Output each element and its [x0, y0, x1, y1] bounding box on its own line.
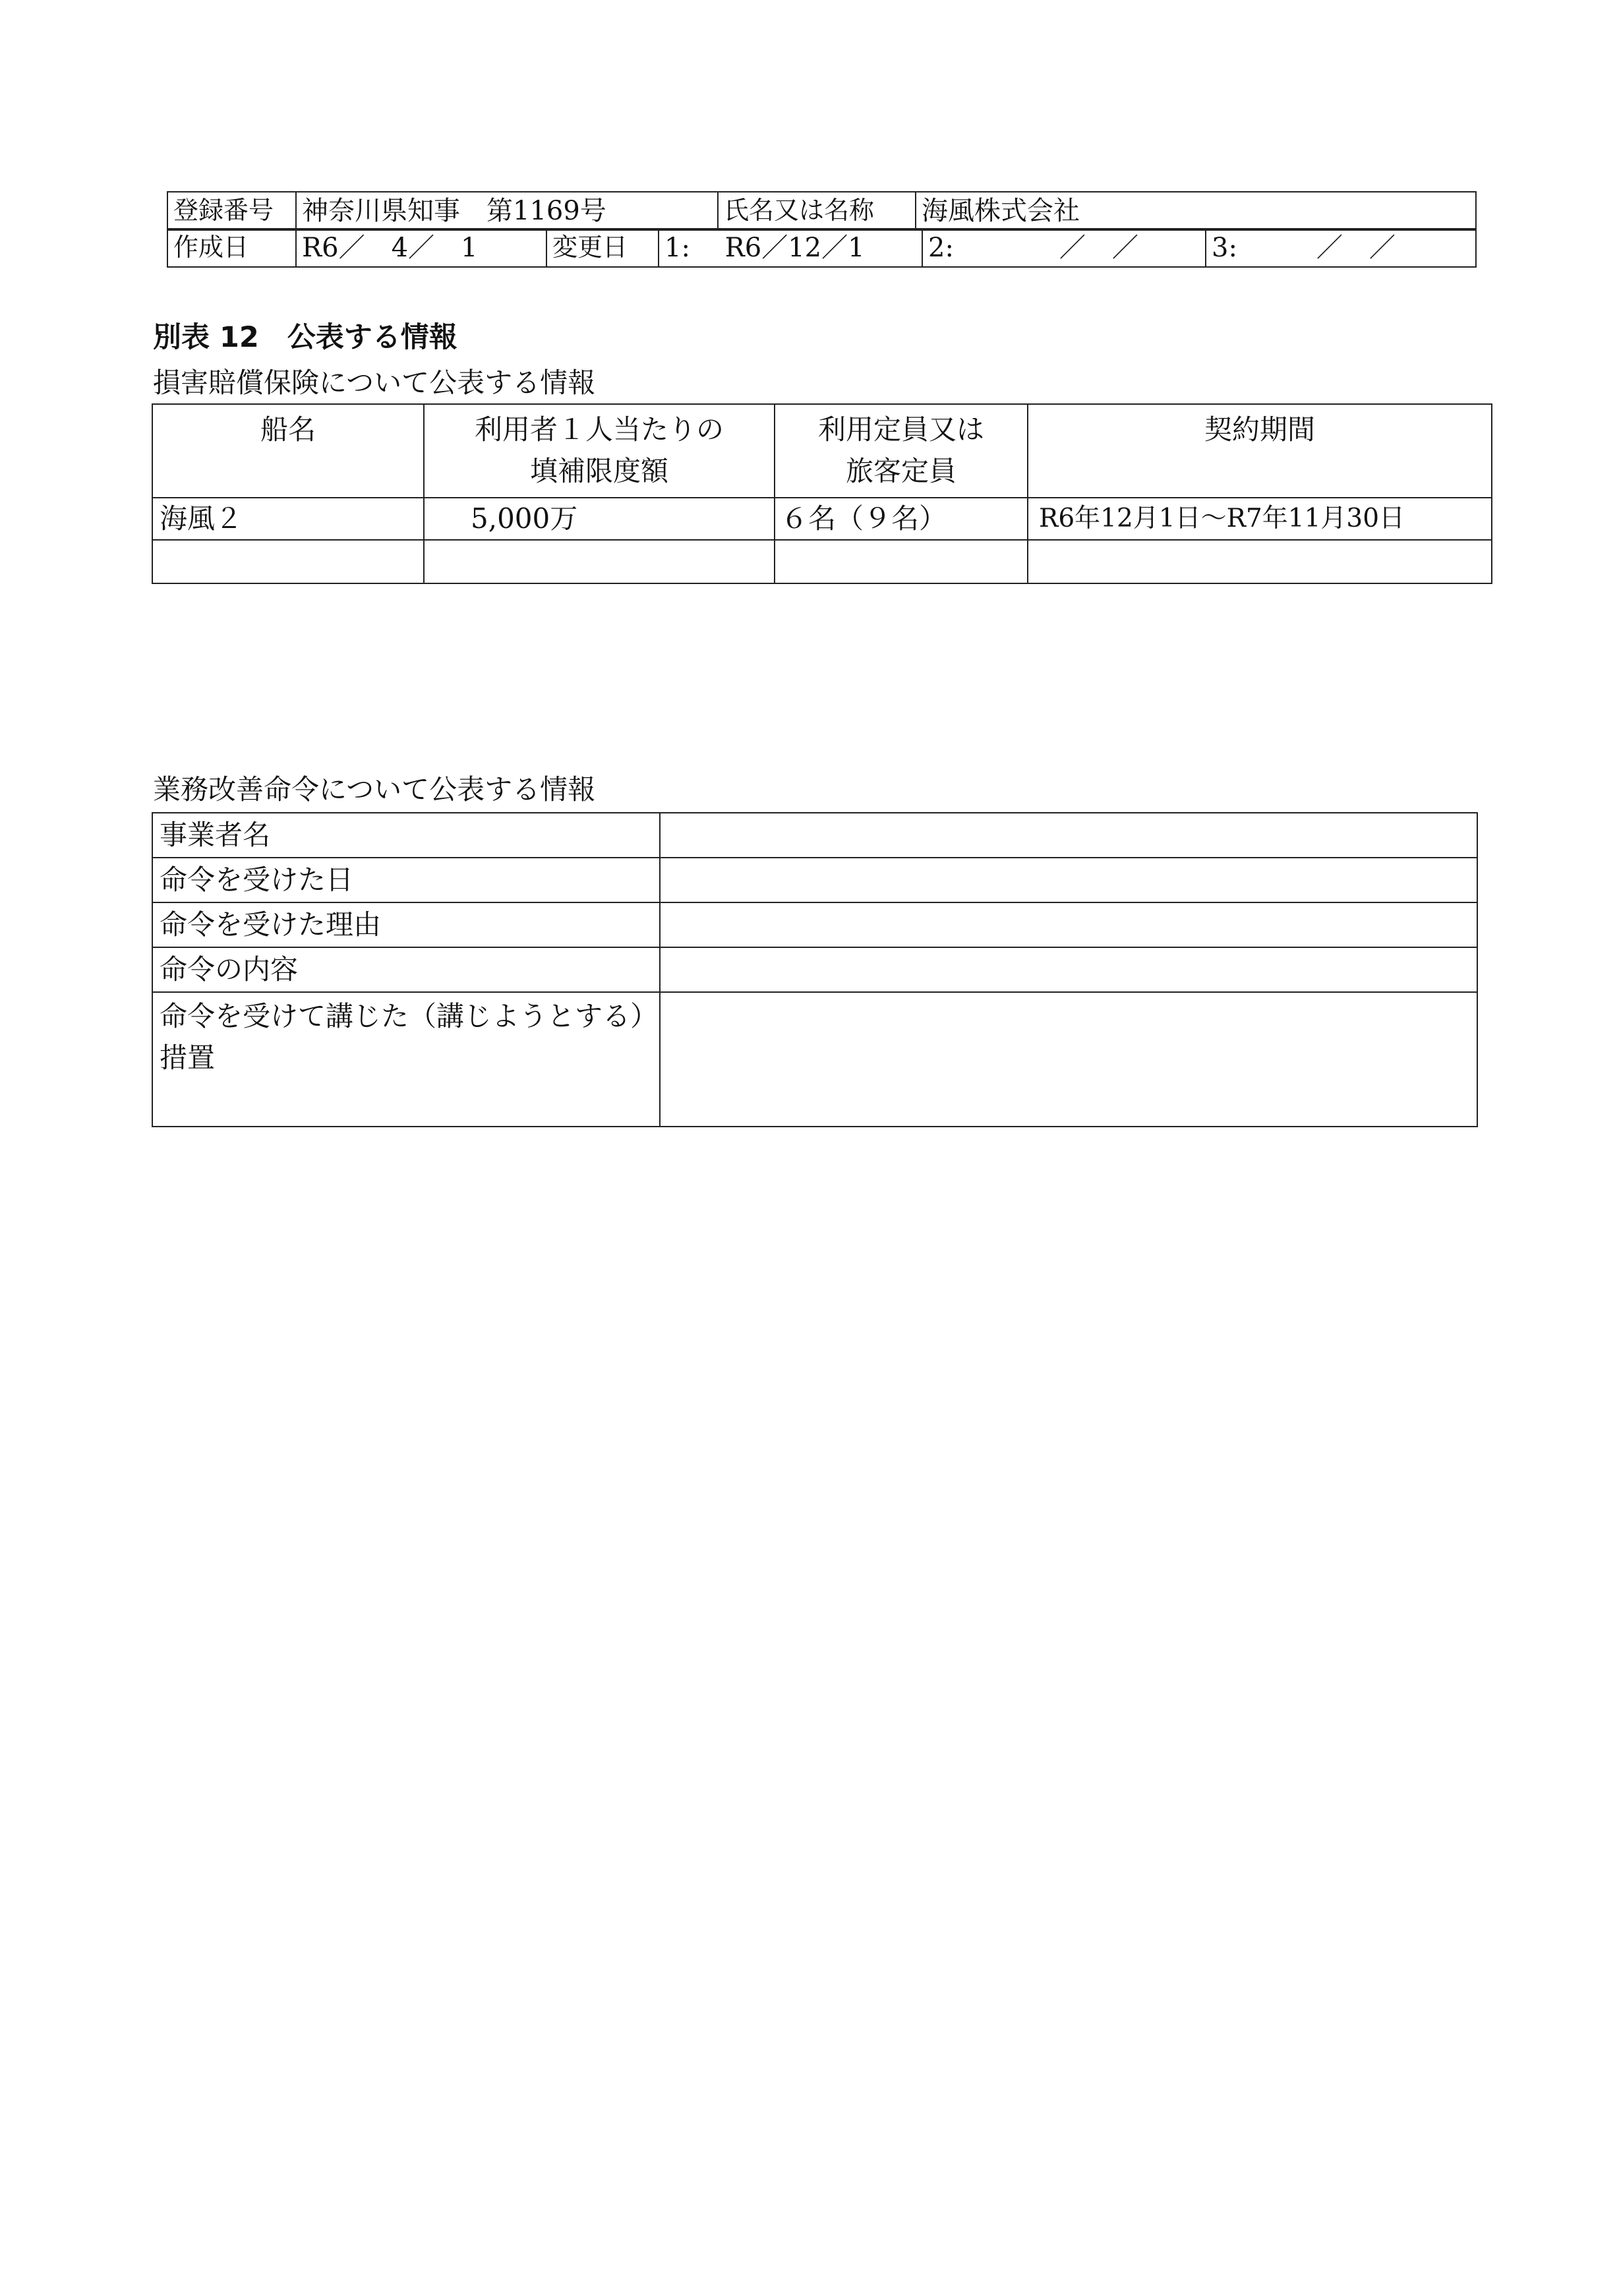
- created-label: 作成日: [167, 229, 296, 267]
- change-1: 1: R6／12／1: [659, 229, 922, 267]
- page-title: 別表 12 公表する情報: [153, 321, 457, 354]
- order-label-content: 命令の内容: [152, 947, 660, 992]
- header-period: 契約期間: [1028, 404, 1492, 498]
- header-limit: [424, 404, 775, 498]
- order-row: [152, 992, 1477, 1127]
- reg-no-label: 登録番号: [167, 192, 296, 230]
- changed-label: 変更日: [546, 229, 659, 267]
- order-value-content: [660, 947, 1477, 992]
- name-value: 海風株式会社: [916, 192, 1476, 230]
- ship-name-cell: 海風２: [152, 498, 424, 540]
- insurance-row: [152, 498, 1492, 540]
- order-label-operator: 事業者名: [152, 813, 660, 858]
- header-capacity-text: 利用定員又は 旅客定員: [817, 413, 984, 487]
- order-table: [152, 812, 1478, 1127]
- reg-no-value: 神奈川県知事 第1169号: [296, 192, 718, 230]
- limit-cell-empty: [424, 540, 775, 583]
- insurance-row-empty: [152, 540, 1492, 583]
- order-label-date: 命令を受けた日: [152, 858, 660, 902]
- change-2: 2: ／ ／: [922, 229, 1206, 267]
- header-ship-name: 船名: [152, 404, 424, 498]
- change-3: 3: ／ ／: [1206, 229, 1476, 267]
- order-row: [152, 902, 1477, 947]
- order-label-measures: 命令を受けて講じた（講じようとする）措置: [152, 992, 660, 1127]
- order-row: [152, 947, 1477, 992]
- registration-table: [167, 191, 1477, 231]
- header-capacity: [775, 404, 1028, 498]
- order-value-reason: [660, 902, 1477, 947]
- order-label-reason: 命令を受けた理由: [152, 902, 660, 947]
- order-row: [152, 858, 1477, 902]
- registration-row-1: [167, 192, 1476, 230]
- order-row: [152, 813, 1477, 858]
- period-cell: R6年12月1日～R7年11月30日: [1028, 498, 1492, 540]
- name-label: 氏名又は名称: [718, 192, 916, 230]
- order-value-measures: [660, 992, 1477, 1127]
- header-limit-text: 利用者１人当たりの 填補限度額: [474, 413, 724, 487]
- limit-cell: 5,000万: [424, 498, 775, 540]
- insurance-table: [152, 403, 1492, 584]
- registration-table-dates: [167, 228, 1477, 268]
- order-value-date: [660, 858, 1477, 902]
- capacity-cell-empty: [775, 540, 1028, 583]
- insurance-header-row: [152, 404, 1492, 498]
- capacity-cell: ６名（９名）: [775, 498, 1028, 540]
- created-value: R6／ 4／ 1: [296, 229, 546, 267]
- insurance-heading: 損害賠償保険について公表する情報: [153, 367, 596, 399]
- registration-row-2: [167, 229, 1476, 267]
- order-heading: 業務改善命令について公表する情報: [153, 773, 596, 806]
- period-cell-empty: [1028, 540, 1492, 583]
- order-value-operator: [660, 813, 1477, 858]
- ship-name-cell-empty: [152, 540, 424, 583]
